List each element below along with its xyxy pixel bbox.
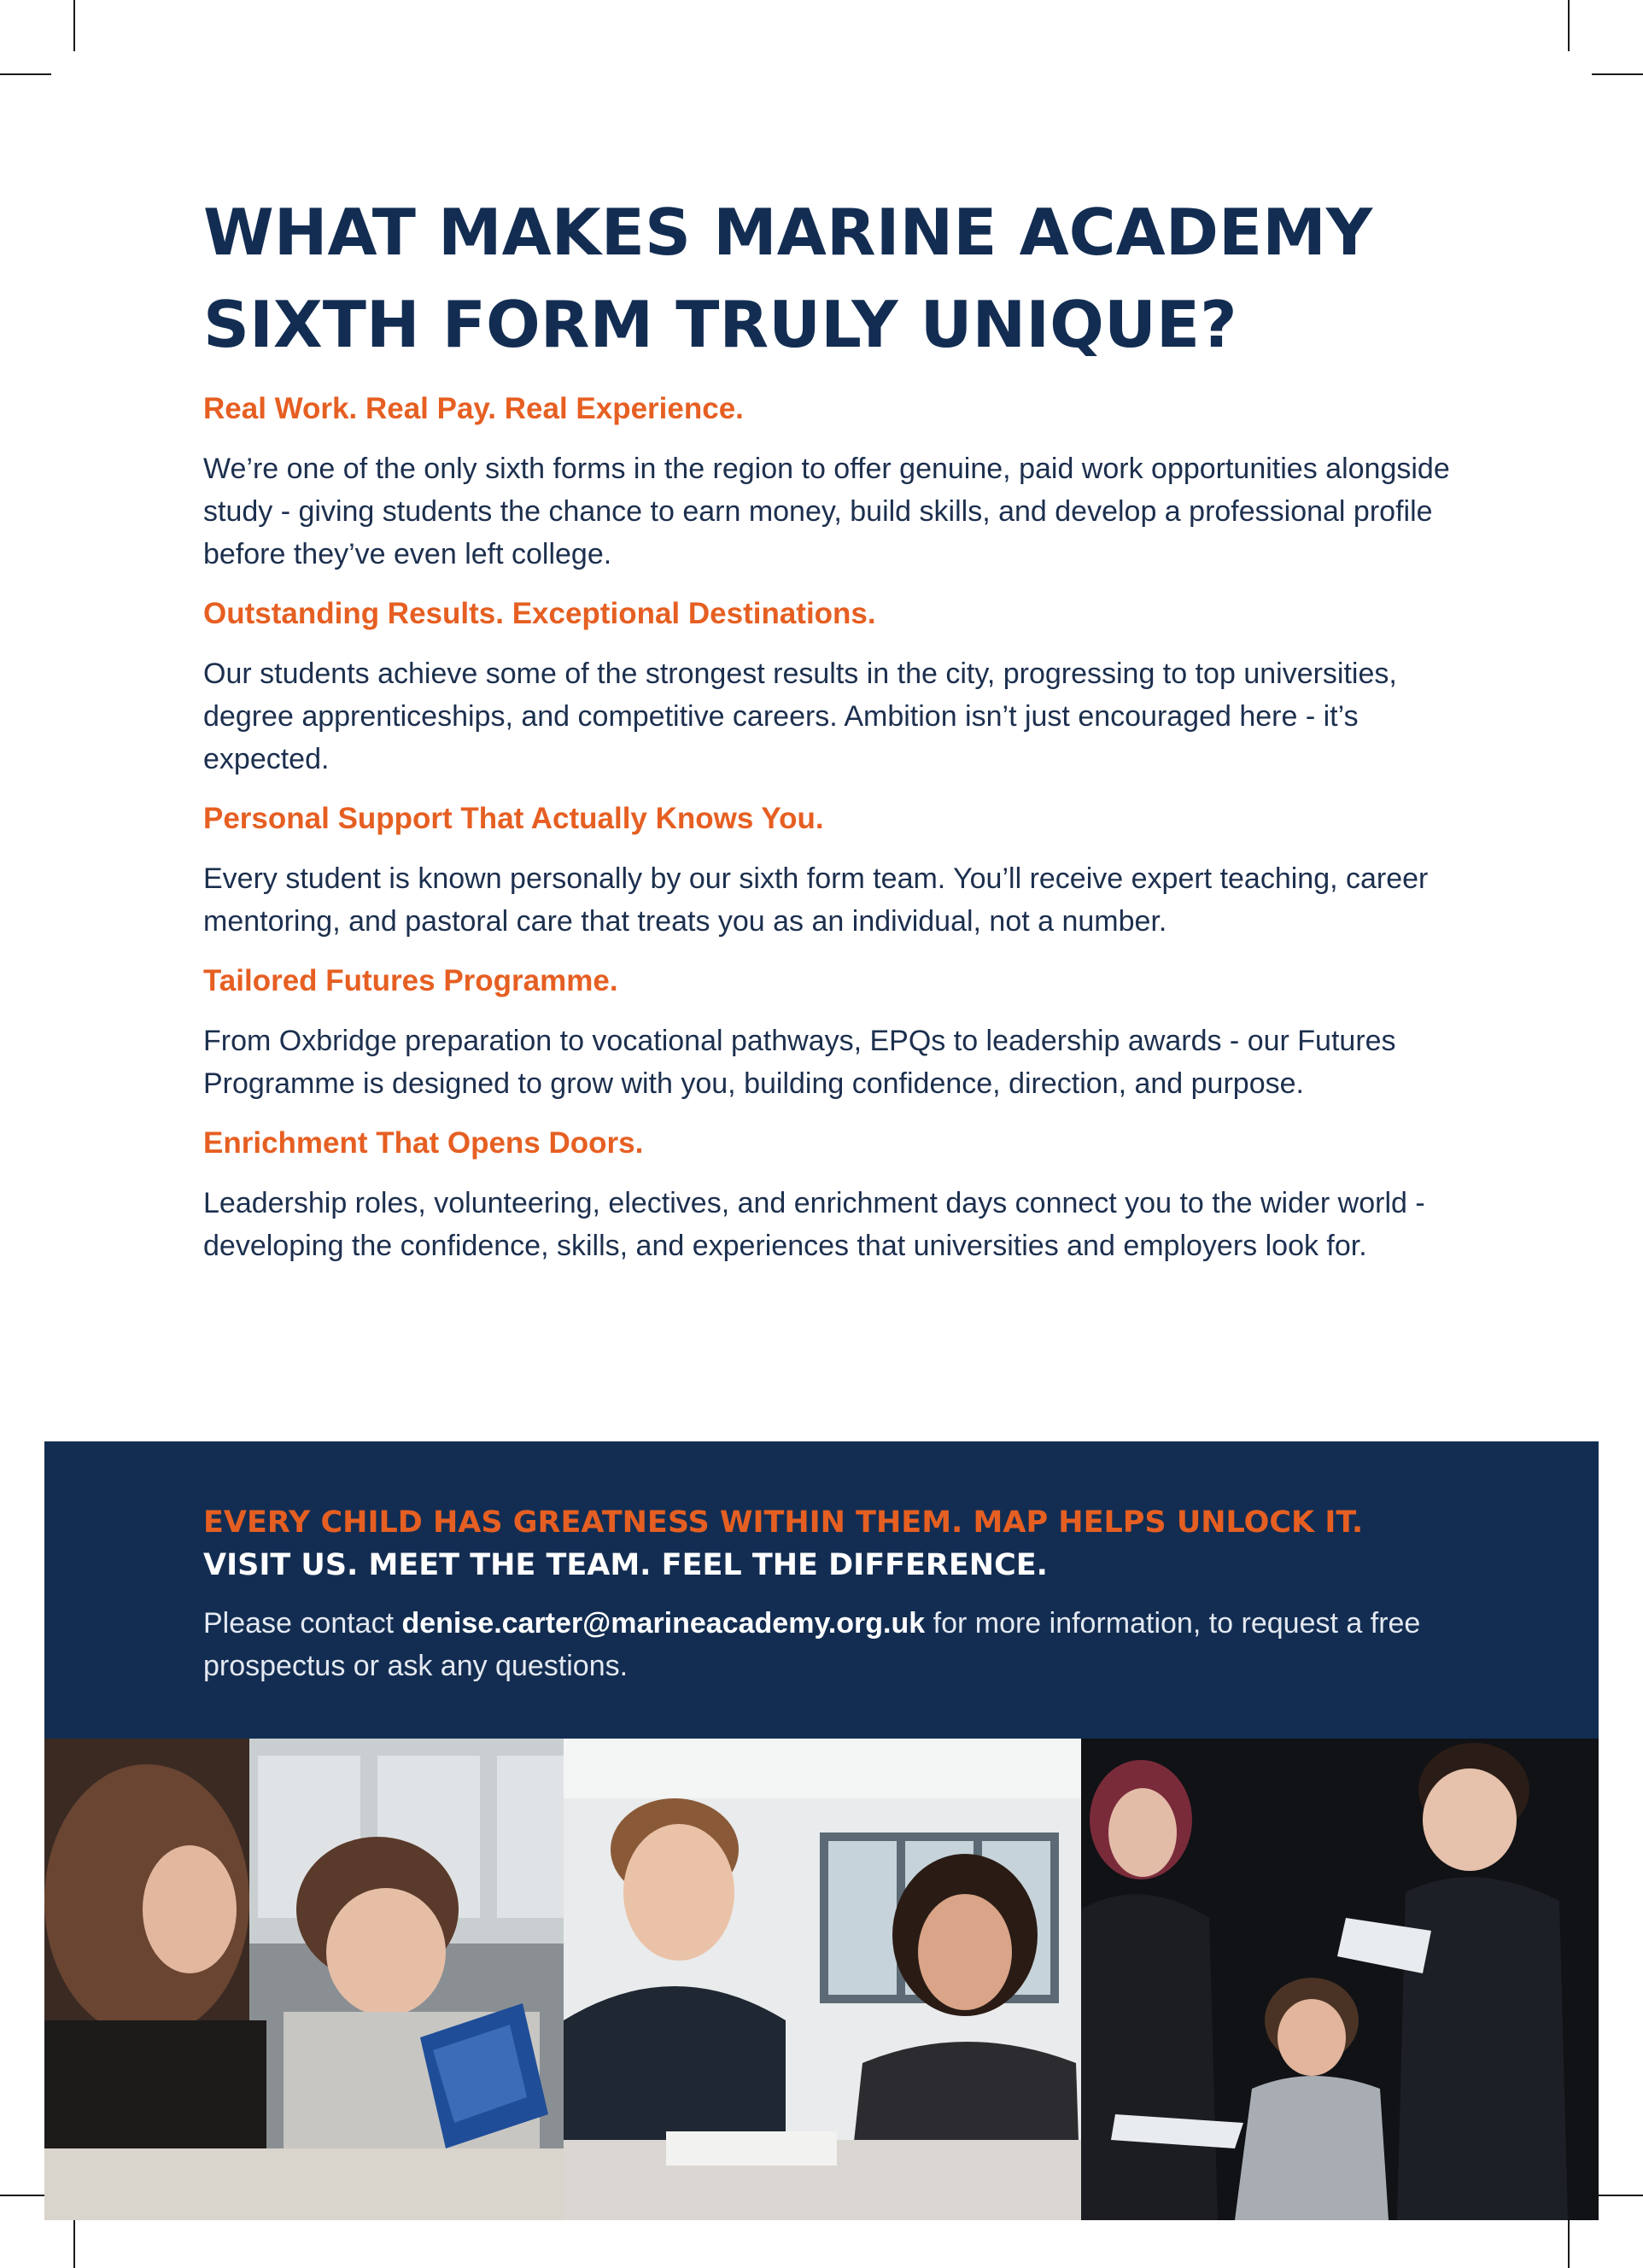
section-heading: Tailored Futures Programme. (203, 964, 618, 997)
photo-students-smiling (564, 1739, 1081, 2220)
page-title-line-1: WHAT MAKES MARINE ACADEMY (203, 195, 1373, 270)
section-body: Our students achieve some of the strongest results in the city, progressing to top universities, degree apprenticeships, and competitive careers. Ambition isn’t just encouraged here - it’s expected. (203, 658, 1397, 775)
main-content (203, 186, 1459, 1267)
photo-drama-rehearsal (1081, 1739, 1599, 2220)
photo-students-reading (44, 1739, 564, 2220)
photo-students-reading-image (44, 1739, 564, 2220)
section-real-work (203, 389, 1459, 576)
crop-mark-bottom-right-v (1568, 2217, 1570, 2268)
section-heading: Enrichment That Opens Doors. (203, 1126, 644, 1160)
section-body: Leadership roles, volunteering, electives, and enrichment days connect you to the wider world - developing the confidence, skills, and experiences that universities and employers look for. (203, 1187, 1425, 1262)
contact-prefix: Please contact (203, 1607, 402, 1640)
section-futures-programme (203, 962, 1459, 1105)
crop-mark-top-left-v (73, 0, 75, 51)
crop-mark-bottom-left-v (73, 2217, 75, 2268)
contact-text (203, 1602, 1518, 1687)
section-body: We’re one of the only sixth forms in the region to offer genuine, paid work opportunities alongside study - giving students the chance to earn money, build skills, and develop a professional profile before they’ve even left college. (203, 453, 1450, 570)
crop-mark-bottom-left-h (0, 2195, 51, 2196)
section-heading: Personal Support That Actually Knows You. (203, 802, 824, 835)
section-heading: Outstanding Results. Exceptional Destinations. (203, 597, 876, 630)
photo-drama-rehearsal-image (1081, 1739, 1599, 2220)
section-heading: Real Work. Real Pay. Real Experience. (203, 392, 744, 425)
crop-mark-bottom-right-h (1592, 2195, 1643, 2196)
page-title (203, 186, 1459, 371)
photo-students-smiling-image (564, 1739, 1081, 2220)
crop-mark-top-left-h (0, 73, 51, 75)
contact-email-link[interactable]: denise.carter@marineacademy.org.uk (401, 1607, 926, 1640)
crop-mark-top-right-v (1568, 0, 1570, 51)
page-title-line-2: SIXTH FORM TRULY UNIQUE? (203, 287, 1237, 362)
contact-suffix: for more information, to request a free prospectus or ask any questions. (203, 1607, 1421, 1682)
section-personal-support (203, 799, 1459, 943)
section-outstanding-results (203, 594, 1459, 780)
photo-strip (44, 1739, 1599, 2220)
banner-cta: VISIT US. MEET THE TEAM. FEEL THE DIFFERENCE. (203, 1548, 1048, 1582)
banner-tagline: EVERY CHILD HAS GREATNESS WITHIN THEM. MAP HELPS UNLOCK IT. (203, 1505, 1364, 1540)
contact-banner (44, 1441, 1599, 1739)
section-body: Every student is known personally by our sixth form team. You’ll receive expert teaching, career mentoring, and pastoral care that treats you as an individual, not a number. (203, 862, 1429, 938)
section-enrichment (203, 1124, 1459, 1267)
section-body: From Oxbridge preparation to vocational pathways, EPQs to leadership awards - our Futures Programme is designed to grow with you, building confidence, direction, and purpose. (203, 1025, 1396, 1100)
crop-mark-top-right-h (1592, 73, 1643, 75)
